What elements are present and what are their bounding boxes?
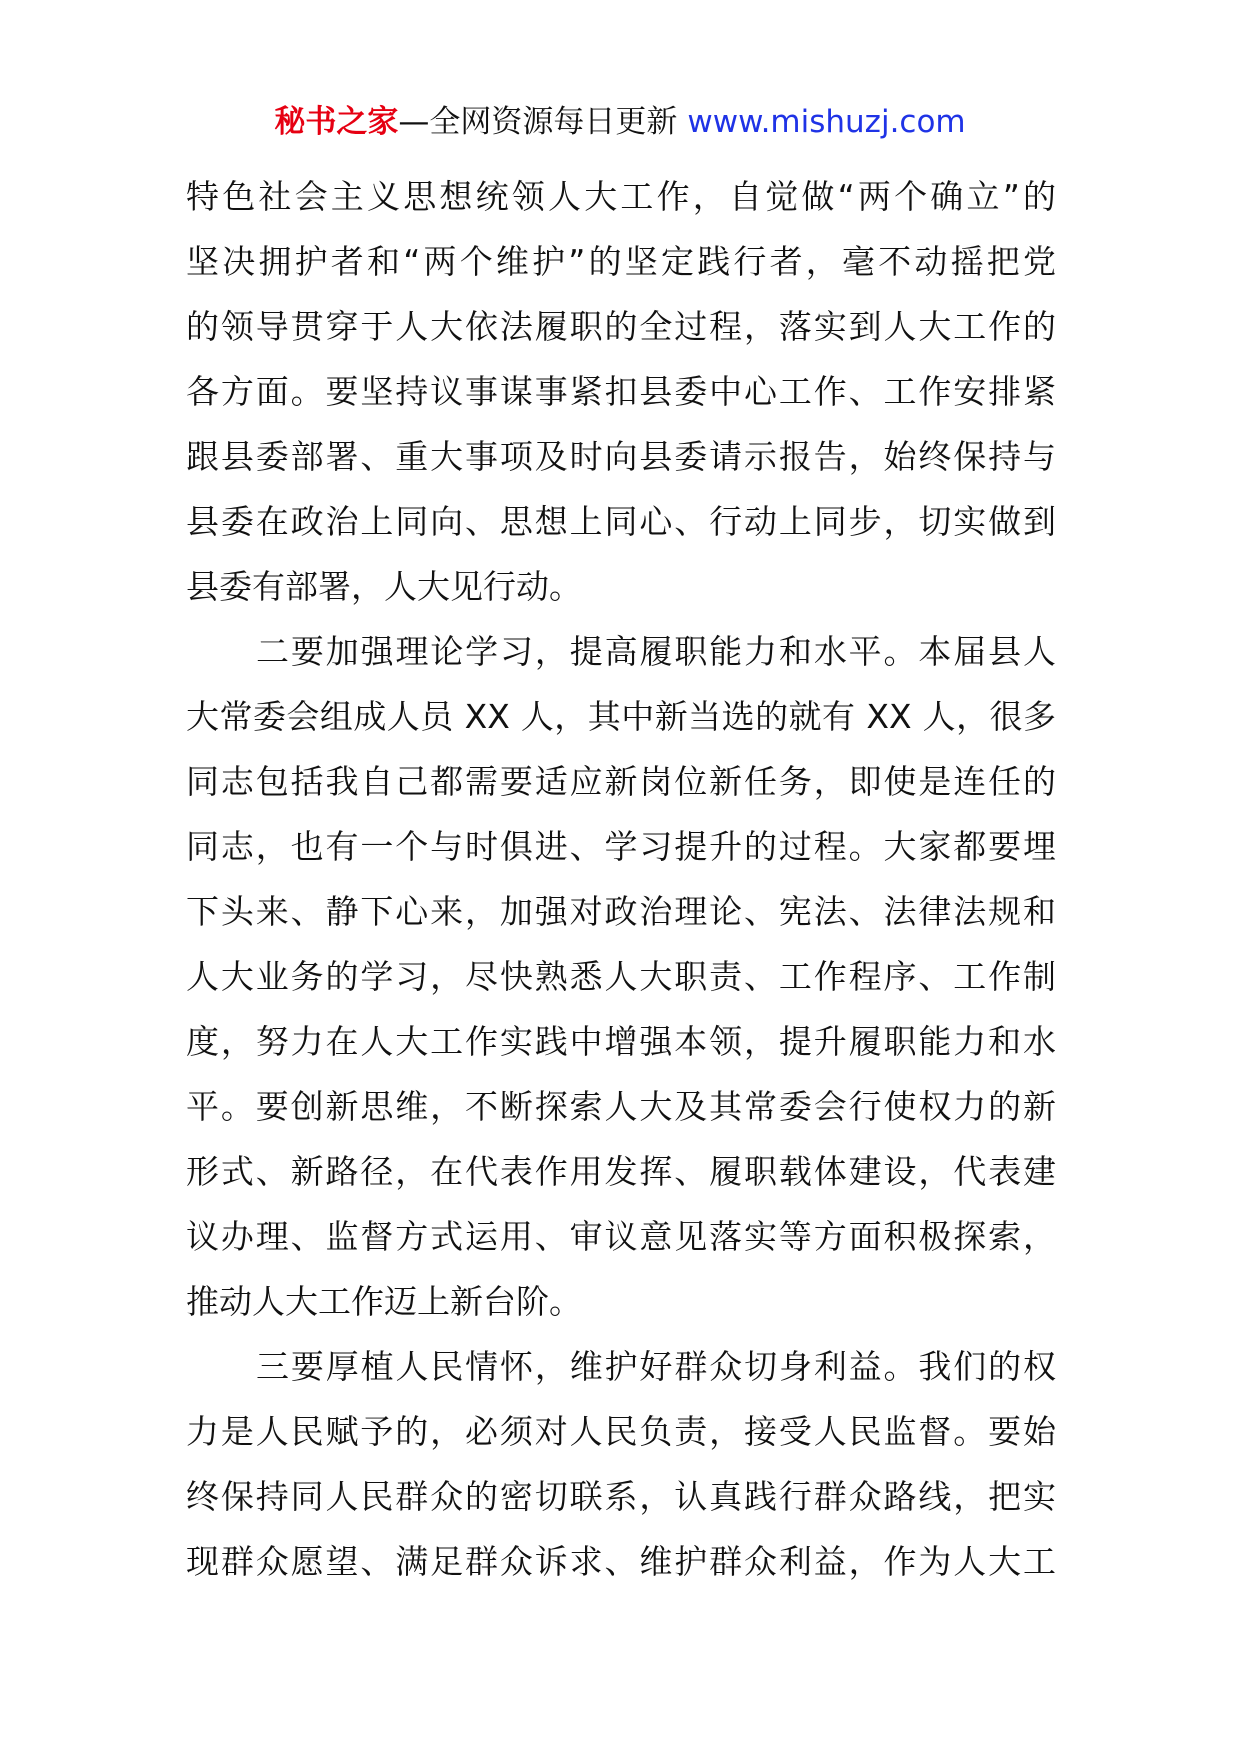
text-line: 大常委会组成人员 XX 人，其中新当选的就有 XX 人，很多 xyxy=(186,697,1056,736)
text-line: 形式、新路径，在代表作用发挥、履职载体建设，代表建 xyxy=(186,1152,1056,1191)
text-line: 县委有部署，人大见行动。 xyxy=(186,567,582,606)
text-line: 度，努力在人大工作实践中增强本领，提升履职能力和水 xyxy=(186,1022,1056,1061)
document-body xyxy=(186,164,1056,1594)
text-line: 跟县委部署、重大事项及时向县委请示报告，始终保持与 xyxy=(186,437,1056,476)
header-url-link[interactable]: www.mishuzj.com xyxy=(687,104,966,140)
text-line: 议办理、监督方式运用、审议意见落实等方面积极探索， xyxy=(186,1217,1056,1256)
text-line: 同志，也有一个与时俱进、学习提升的过程。大家都要埋 xyxy=(186,827,1056,866)
text-line: 县委在政治上同向、思想上同心、行动上同步，切实做到 xyxy=(186,502,1056,541)
text-line: 终保持同人民群众的密切联系，认真践行群众路线，把实 xyxy=(186,1477,1056,1516)
text-line: 推动人大工作迈上新台阶。 xyxy=(186,1282,582,1321)
page-header xyxy=(0,100,1240,144)
text-line: 同志包括我自己都需要适应新岗位新任务，即使是连任的 xyxy=(186,762,1056,801)
text-line: 力是人民赋予的，必须对人民负责，接受人民监督。要始 xyxy=(186,1412,1056,1451)
text-line: 坚决拥护者和“两个维护”的坚定践行者，毫不动摇把党 xyxy=(186,242,1056,281)
text-line: 的领导贯穿于人大依法履职的全过程，落实到人大工作的 xyxy=(186,307,1056,346)
header-tagline: —全网资源每日更新 xyxy=(398,104,678,140)
text-line: 二要加强理论学习，提高履职能力和水平。本届县人 xyxy=(256,632,1056,671)
text-line: 下头来、静下心来，加强对政治理论、宪法、法律法规和 xyxy=(186,892,1056,931)
text-line: 特色社会主义思想统领人大工作，自觉做“两个确立”的 xyxy=(186,177,1056,216)
text-line: 人大业务的学习，尽快熟悉人大职责、工作程序、工作制 xyxy=(186,957,1056,996)
text-line: 各方面。要坚持议事谋事紧扣县委中心工作、工作安排紧 xyxy=(186,372,1056,411)
text-line: 三要厚植人民情怀，维护好群众切身利益。我们的权 xyxy=(256,1347,1056,1386)
text-line: 现群众愿望、满足群众诉求、维护群众利益，作为人大工 xyxy=(186,1542,1056,1581)
text-line: 平。要创新思维，不断探索人大及其常委会行使权力的新 xyxy=(186,1087,1056,1126)
header-brand: 秘书之家 xyxy=(274,104,399,140)
